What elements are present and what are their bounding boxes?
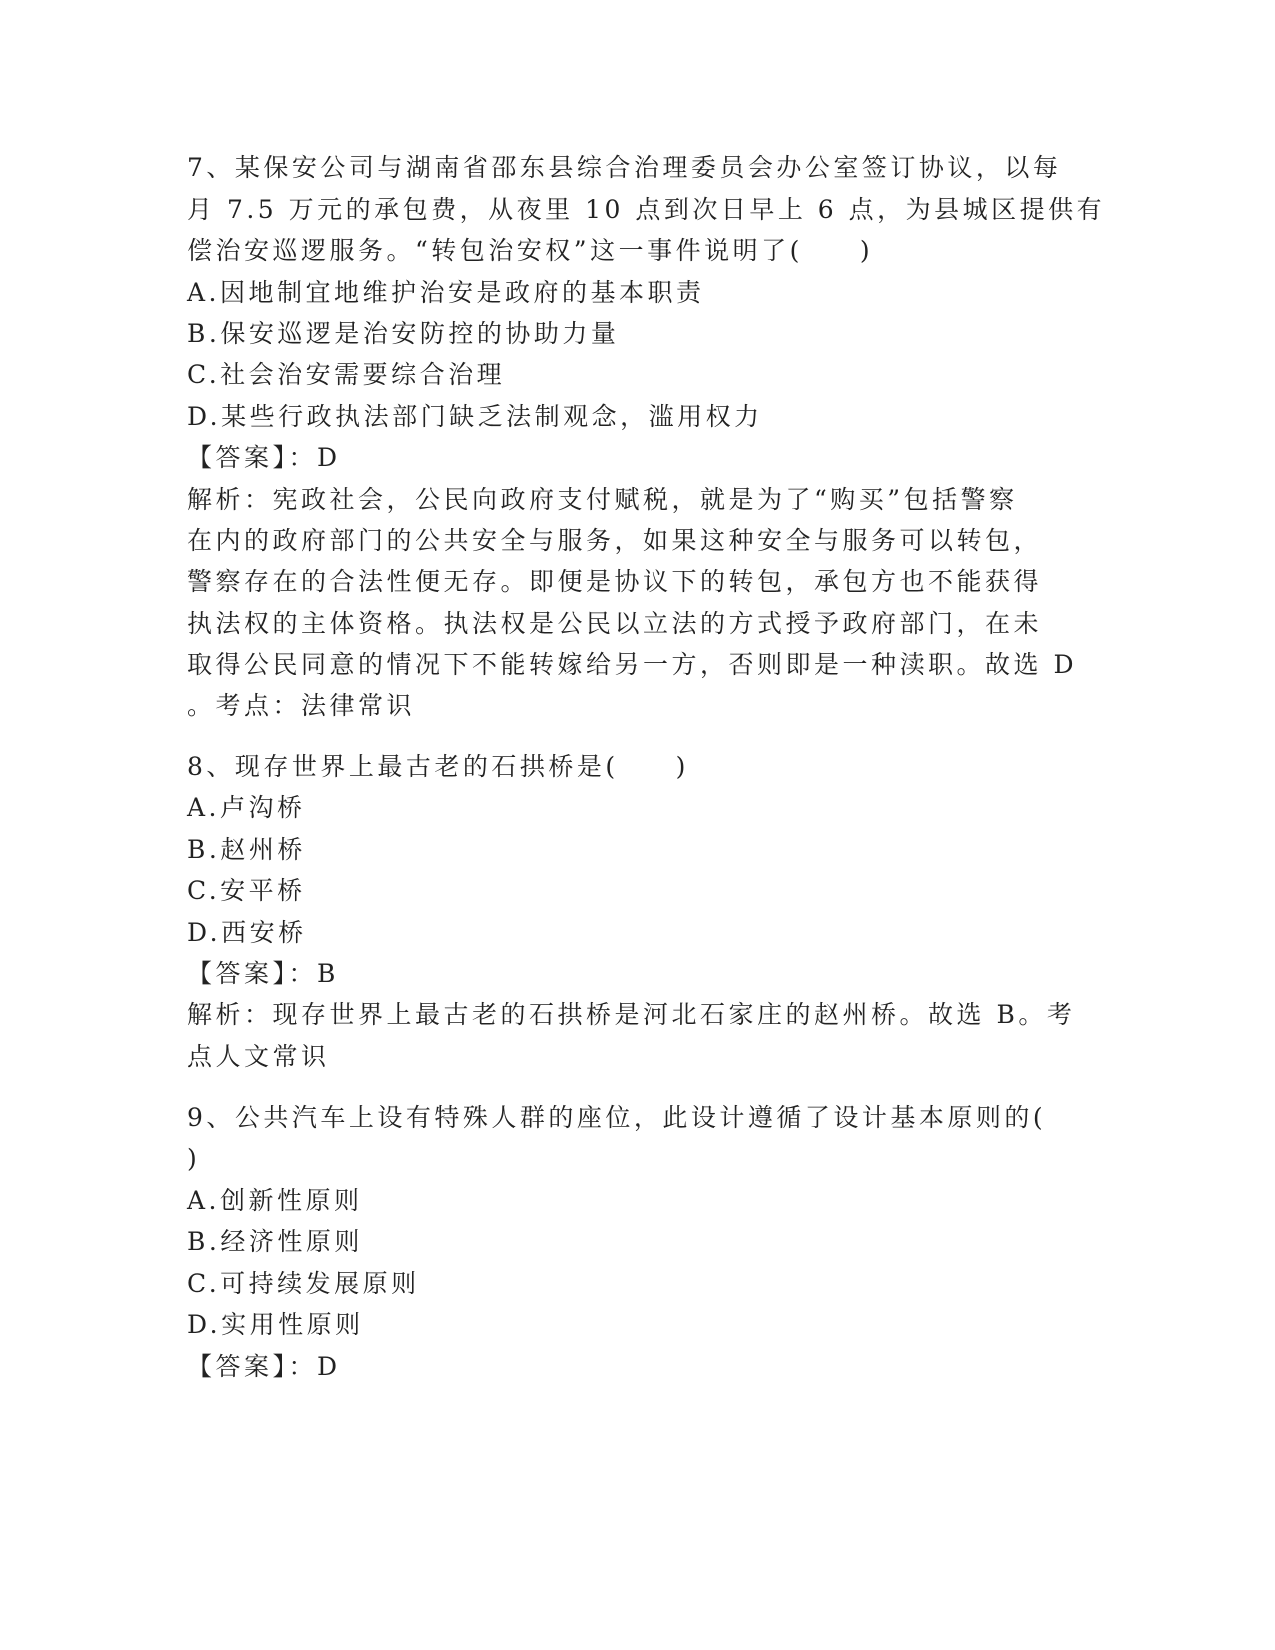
question-7-option-b: B.保安巡逻是治安防控的协助力量 (187, 319, 620, 348)
question-8-option-c: C.安平桥 (187, 876, 306, 905)
question-9-option-c: C.可持续发展原则 (187, 1269, 420, 1298)
question-8-option-a: A.卢沟桥 (187, 793, 306, 822)
question-8-answer: 【答案】：B (187, 959, 339, 988)
question-9-text-line-2: ) (187, 1144, 201, 1173)
question-7-analysis-line-1: 解析：宪政社会，公民向政府支付赋税，就是为了“购买”包括警察 (187, 485, 1018, 514)
question-9-answer: 【答案】：D (187, 1352, 341, 1381)
question-8-analysis-line-2: 点人文常识 (187, 1042, 330, 1071)
question-9-option-a: A.创新性原则 (187, 1186, 363, 1215)
question-7-analysis-line-5: 取得公民同意的情况下不能转嫁给另一方，否则即是一种渎职。故选 D (187, 650, 1077, 679)
question-9-option-d: D.实用性原则 (187, 1310, 364, 1339)
question-7-analysis-line-2: 在内的政府部门的公共安全与服务，如果这种安全与服务可以转包， (187, 526, 1043, 555)
question-8-option-d: D.西安桥 (187, 918, 307, 947)
question-7-analysis-line-6: 。考点：法律常识 (187, 691, 416, 720)
question-7-analysis-line-4: 执法权的主体资格。执法权是公民以立法的方式授予政府部门，在未 (187, 609, 1043, 638)
question-7-text-line-3: 偿治安巡逻服务。“转包治安权”这一事件说明了( ) (187, 236, 874, 265)
question-7-text-line-1: 7、某保安公司与湖南省邵东县综合治理委员会办公室签订协议，以每 (187, 153, 1062, 182)
question-8-text-line-1: 8、现存世界上最古老的石拱桥是( ) (187, 752, 689, 781)
question-7-analysis-line-3: 警察存在的合法性便无存。即便是协议下的转包，承包方也不能获得 (187, 567, 1043, 596)
question-8-option-b: B.赵州桥 (187, 835, 306, 864)
question-7-answer: 【答案】：D (187, 443, 341, 472)
question-7-text-line-2: 月 7.5 万元的承包费，从夜里 10 点到次日早上 6 点，为县城区提供有 (187, 195, 1106, 224)
question-9-option-b: B.经济性原则 (187, 1227, 363, 1256)
question-8-analysis-line-1: 解析：现存世界上最古老的石拱桥是河北石家庄的赵州桥。故选 B。考 (187, 1000, 1076, 1029)
question-7-option-d: D.某些行政执法部门缺乏法制观念，滥用权力 (187, 402, 763, 431)
question-7-option-a: A.因地制宜地维护治安是政府的基本职责 (187, 278, 705, 307)
question-7-option-c: C.社会治安需要综合治理 (187, 360, 506, 389)
question-9-text-line-1: 9、公共汽车上设有特殊人群的座位，此设计遵循了设计基本原则的( (187, 1103, 1047, 1132)
